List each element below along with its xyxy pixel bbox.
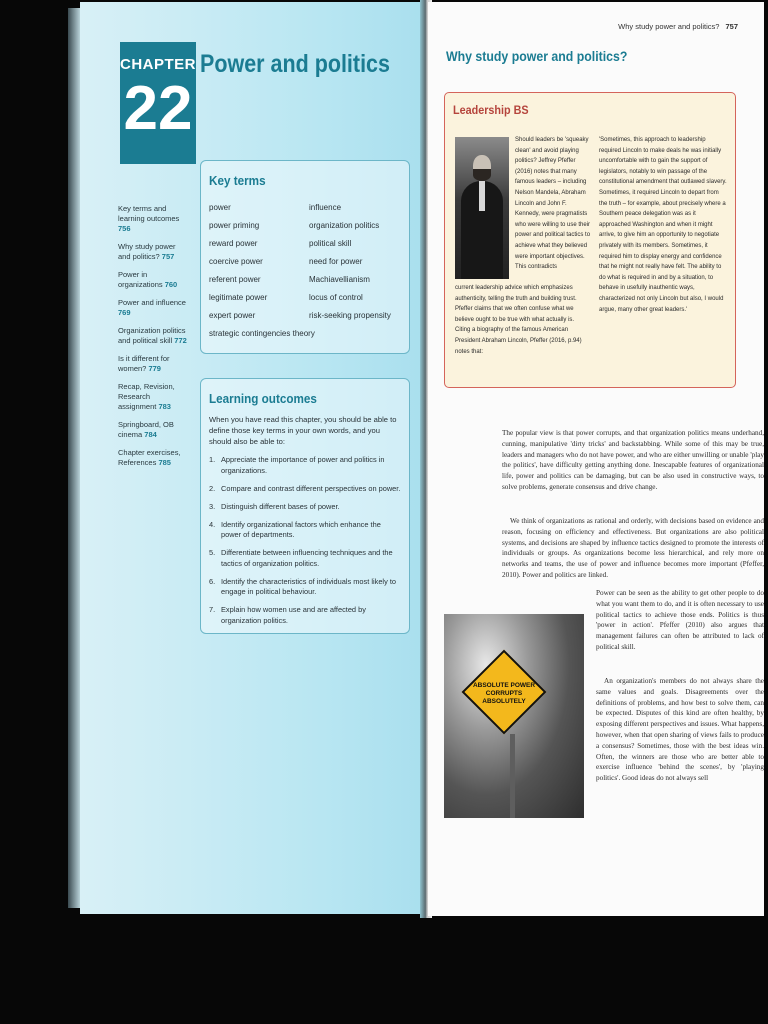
key-terms-title: Key terms	[209, 173, 266, 188]
contents-item: Springboard, OB cinema 784	[118, 420, 174, 439]
key-term: Machiavellianism	[309, 275, 370, 284]
outcome-item: 4. Identify organizational factors which enhance the power of departments.	[209, 519, 381, 539]
learning-outcomes-box	[200, 378, 410, 634]
box-quote-column: 'Sometimes, this approach to leadership required Lincoln to make deals he was initially uncomfortable with to gain the support of legislators, notably to win passage of the constitutional amendment that outlawed slavery. Sometimes, it required Lincoln to depart from the truth – for example, about precisely where a Southern peace delegation was as it approached Washington and when it might arrive, to give him an opportunity to negotiate privately with its members. Sometimes, it required him to display energy and confidence that he might not really have felt. The ability to do what is required in and by a situation, to behave in usefully inauthentic ways, characterized not only Lincoln but also, I would argue, many other great leaders.'	[599, 137, 727, 313]
learning-outcomes-intro: When you have read this chapter, you should be able to define those key terms in your own words, and you should also be able to:	[209, 415, 397, 446]
outcome-item: 2. Compare and contrast different perspectives on power.	[209, 483, 401, 493]
right-page	[428, 2, 764, 916]
warning-sign-photo	[444, 614, 584, 818]
contents-item: Is it different for women? 779	[118, 354, 170, 373]
sign-text: ABSOLUTE POWER CORRUPTS ABSOLUTELY	[472, 682, 536, 705]
key-term: reward power	[209, 239, 258, 248]
box-title: Leadership BS	[453, 103, 529, 117]
chapter-contents	[118, 204, 190, 476]
box-text-column: Should leaders be 'squeaky clean' and avoid playing politics? Jeffrey Pfeffer (2016) notes that many famous leaders – including Nelson Mandela, Abraham Lincoln and John F. Kennedy, were pragmatists who were willing to use their power and political tactics to achieve what they believed were important objectives. This contradicts	[515, 137, 591, 271]
chapter-title: Power and politics	[200, 50, 390, 78]
running-head: Why study power and politics? 757	[618, 22, 738, 31]
body-paragraph: The popular view is that power corrupts, and that organization politics means underhand, cunning, manipulative 'dirty tricks' and backstabbing. While some of this may be true, leaders and managers who do not have power, and who are either unwilling or unable 'play the politics', have difficulty getting anything done. Inescapable features of organizational life, power and politics can be damaging, but can be also used in constructive ways, to solve problems, generate consensus and drive change.	[502, 429, 764, 491]
lincoln-portrait	[455, 137, 509, 279]
learning-outcomes-title: Learning outcomes	[209, 391, 317, 406]
box-text-column: current leadership advice which emphasizes authenticity, telling the truth and building trust. Pfeffer claims that we often confuse what we believe ought to be true with what actually is. Citing a biography of the famous American President Abraham Lincoln, Pfeffer (2016, p.94) notes that:	[455, 285, 582, 355]
leadership-bs-box	[444, 92, 736, 388]
left-page	[80, 2, 426, 914]
outcome-item: 6. Identify the characteristics of individuals most likely to engage in political behaviour.	[209, 576, 396, 596]
learning-outcomes-list	[209, 455, 401, 626]
body-paragraph: An organization's members do not always share the same values and goals. Disagreements over the definitions of problems, and how best to solve them, can be expected. Disputes of this kind are often healthy, by exposing different perspectives and issues. What happens, however, when that open sharing of views fails to produce a consensus? Sometimes, those with the best ideas win. Often, the winners are those who are better able to exercise influence 'behind the scenes', by 'playing politics'. Good ideas do not always sell	[596, 677, 764, 783]
key-term: coercive power	[209, 257, 263, 266]
contents-item: Power and influence 769	[118, 298, 186, 317]
key-term: power	[209, 203, 231, 212]
body-paragraph: We think of organizations as rational and orderly, with decisions based on evidence and reason, focusing on efficiency and effectiveness. But organizations are also political systems, and decisions are shaped by influence tactics designed to promote the interests of individuals or groups. As organizations become less hierarchical, and rely more on networks and teams, the use of power and influence becomes more important (Pfeffer, 2010). Power and politics are linked.	[502, 517, 764, 579]
key-term: locus of control	[309, 293, 363, 302]
chapter-label: CHAPTER	[120, 56, 197, 73]
contents-item: Chapter exercises, References 785	[118, 448, 181, 467]
key-terms-box	[200, 160, 410, 354]
chapter-box	[120, 42, 196, 164]
key-term: political skill	[309, 239, 352, 248]
sign-pole	[510, 734, 515, 818]
key-term: referent power	[209, 275, 261, 284]
contents-item: Organization politics and political skill 772	[118, 326, 187, 345]
body-paragraph: Power can be seen as the ability to get other people to do what you want them to do, and it is often necessary to use political tactics to achieve those ends. Politics is thus 'power in action'. Pfeffer (2010) also argues that management failures can often be attributed to lack of political skill.	[596, 589, 764, 651]
key-term: strategic contingencies theory	[209, 329, 315, 338]
outcome-item: 5. Differentiate between influencing techniques and the tactics of organization politics.	[209, 548, 393, 568]
key-term: legitimate power	[209, 293, 268, 302]
contents-item: Power in organizations 760	[118, 270, 178, 289]
outcome-item: 3. Distinguish different bases of power.	[209, 501, 340, 511]
chapter-number: 22	[123, 74, 193, 143]
page-number: 757	[725, 22, 738, 31]
key-term: organization politics	[309, 221, 380, 230]
section-title: Why study power and politics?	[446, 48, 628, 64]
contents-item: Recap, Revision, Research assignment 783	[118, 382, 175, 411]
key-term: influence	[309, 203, 342, 212]
contents-item: Why study power and politics? 757	[118, 242, 176, 261]
contents-item: Key terms and learning outcomes 756	[118, 204, 180, 233]
key-term: need for power	[309, 257, 363, 266]
key-term: power priming	[209, 221, 260, 230]
outcome-item: 7. Explain how women use and are affected by organization politics.	[209, 605, 366, 625]
key-term: expert power	[209, 311, 256, 320]
key-term: risk-seeking propensity	[309, 311, 391, 320]
outcome-item: 1. Appreciate the importance of power and politics in organizations.	[209, 455, 385, 475]
